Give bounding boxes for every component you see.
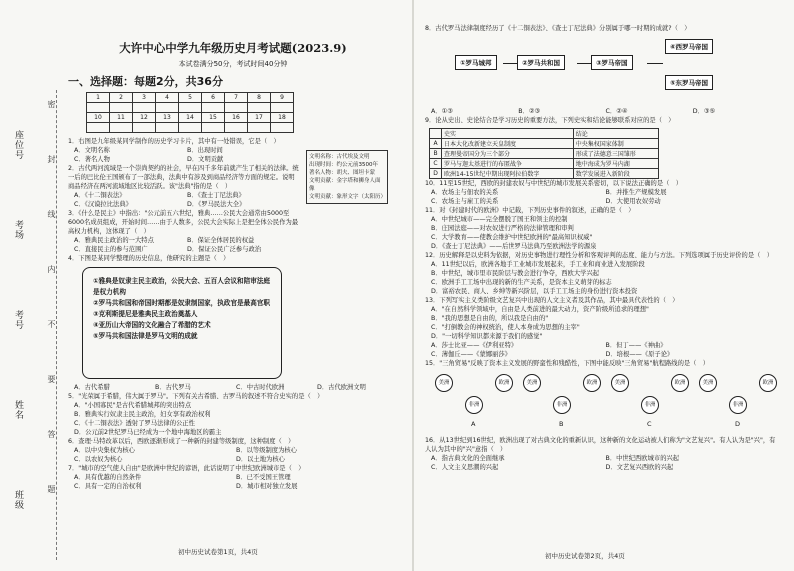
- question-options: [68, 191, 300, 209]
- grid-number: 6: [202, 93, 225, 103]
- grid-answer-cell[interactable]: [133, 123, 156, 133]
- table-cell: 数学发展进入新阶段: [573, 169, 658, 179]
- option: B．②③: [518, 108, 541, 115]
- option: A．指古典文化的全面继承: [431, 455, 505, 462]
- answer-grid: [86, 92, 294, 133]
- grid-answer-cell[interactable]: [271, 103, 294, 113]
- grid-answer-cell[interactable]: [202, 103, 225, 113]
- grid-number: 15: [202, 113, 225, 123]
- question-options: [425, 260, 780, 296]
- table-cell: 罗马与迦太基进行的布匿战争: [442, 159, 574, 169]
- cut-mark: 密: [47, 100, 56, 112]
- option: B．古代罗马: [155, 384, 191, 391]
- table-cell: 查理曼帝国分为三个部分: [442, 149, 574, 159]
- option: D．城市相对独立发展: [236, 483, 298, 490]
- question-14-options: [425, 341, 780, 359]
- question-stem: 2．古代两河流域是一个崇尚契约的社会，早在四千多年前就产生了相关的法律。统一后的巴比伦王国颁布了一部法典，法典中有涉及到商品经济等方面的规定。说明商品经济在两河流域地区比较活跃。该"法典"指的是（ ）: [68, 165, 299, 190]
- table-cell: D: [430, 169, 442, 179]
- grid-answer-cell[interactable]: [156, 103, 179, 113]
- option: C．欧洲手工工场中出现的新的生产关系，是资本主义萌芽的标志: [431, 279, 612, 286]
- option: D．以土地为核心: [236, 456, 285, 463]
- left-footer: 初中历史试卷第1页，共4页: [178, 548, 258, 556]
- triangle-trade-diagrams: [425, 370, 780, 436]
- option: B．中世纪西欧城市的兴起: [605, 455, 680, 462]
- option: B．出现时间: [187, 147, 223, 154]
- option: A．"小国寡民"是古代希腊城邦的突出特点: [74, 402, 192, 409]
- question-stem: 12．历史解释是以史料为依据，对历史事物进行理性分析和客观评判的态度、能力与方法。下列选项属于历史评价的是（ ）: [425, 252, 774, 259]
- diagram-caption: B: [559, 420, 564, 428]
- flow-arrow: [647, 63, 663, 64]
- question-stem: 1．右图是九年级某同学制作的历史学习卡片，其中有一处错误，它是（ ）: [68, 138, 280, 145]
- cut-mark: 要: [47, 375, 56, 387]
- rome-flow-diagram: [425, 37, 780, 107]
- trade-node: 非洲: [641, 396, 659, 414]
- question-options: [68, 146, 300, 164]
- grid-answer-row[interactable]: [87, 123, 294, 133]
- grid-answer-cell[interactable]: [110, 103, 133, 113]
- option: B．"我的思想是自由的，所以我是自由的": [431, 315, 549, 322]
- question-options: [425, 215, 780, 251]
- option: C．《十二铜表法》透射了罗马法律的公正性: [74, 420, 195, 427]
- option: D．保证公民广泛参与政治: [187, 246, 262, 253]
- grid-number: 4: [156, 93, 179, 103]
- table-row: [430, 169, 659, 179]
- table-cell: 地中海成为罗马内湖: [573, 159, 658, 169]
- left-questions: [68, 137, 300, 263]
- diagram-caption: A: [471, 420, 476, 428]
- diagram-caption: C: [647, 420, 652, 428]
- grid-answer-cell[interactable]: [156, 123, 179, 133]
- option: C．农场主与雇工的关系: [431, 198, 499, 205]
- option: D．《查士丁尼法典》——后世罗马法典乃至欧洲法学的源泉: [431, 243, 597, 250]
- table-cell: 形成了法德意三国雏形: [573, 149, 658, 159]
- question-options: [68, 401, 398, 437]
- option: A．莎士比亚——《伊利亚特》: [431, 342, 518, 349]
- cut-mark: 内: [47, 265, 56, 277]
- table-row: [430, 159, 659, 169]
- name-label: 姓名: [13, 400, 23, 420]
- option: A．古代希腊: [74, 384, 110, 391]
- trade-node: 美洲: [523, 374, 541, 392]
- option: D．培根——《原子论》: [605, 351, 674, 358]
- grid-answer-cell[interactable]: [225, 123, 248, 133]
- exam-room-label: 考场: [13, 220, 23, 240]
- option: D．"一切科学知识都来源于我们的感觉": [431, 333, 543, 340]
- question-options: [425, 305, 780, 341]
- left-column: [68, 30, 398, 560]
- flow-box: ③罗马帝国: [591, 55, 633, 70]
- question-stem: 5．"光荣属于希腊，伟大属于罗马"。下列有关古希腊、古罗马的叙述不符合史实的是（ ）: [68, 393, 324, 400]
- grid-answer-cell[interactable]: [202, 123, 225, 133]
- option: D．古代欧洲文明: [317, 384, 366, 391]
- table-row: [430, 139, 659, 149]
- question-options: [68, 446, 398, 464]
- option: C．具有一定的自治权利: [74, 483, 142, 490]
- right-column: [425, 24, 780, 564]
- binding-margin: [6, 90, 64, 560]
- card-line: 文明名称：古代埃及文明: [309, 154, 370, 160]
- grid-answer-cell[interactable]: [110, 123, 133, 133]
- exam-title: 大许中心中学九年级历史月考试题(2023.9): [119, 41, 347, 55]
- option: C．薄伽丘——《蒙娜丽莎》: [431, 351, 511, 358]
- option: A．11世纪以后，欧洲各地手工业城市发展起来，手工业和商业进入发展阶段: [431, 261, 645, 268]
- option: A．《十二铜表法》: [74, 192, 126, 199]
- diagram-caption: D: [735, 420, 741, 428]
- question-15-stem: 15．"三角贸易"反映了资本主义发展的野蛮性和残酷性，下图中能反映"三角贸易"航程路线的是（ ）: [425, 360, 710, 367]
- grid-number: 3: [133, 93, 156, 103]
- option: C．《汉谟拉比法典》: [74, 201, 132, 208]
- grid-answer-cell[interactable]: [87, 123, 110, 133]
- grid-number: 5: [179, 93, 202, 103]
- option: B．庄园法庭——对农奴进行严格的法律管理和审判: [431, 225, 574, 232]
- question-9-stem: 9．论从史出、史论结合是学习历史的重要方法，下列史实和结论能够联系对应的是（ ）: [425, 117, 675, 124]
- grid-number: 12: [133, 113, 156, 123]
- question-stem: 13．下列写实主义类阶级文艺复兴中出现的人文主义者及其作品，其中最具代表性的（ ）: [425, 297, 679, 304]
- table-cell: B: [430, 149, 442, 159]
- trade-node: 非洲: [465, 396, 483, 414]
- card-line: 文明贡献：象形文字（太阳历）: [309, 194, 387, 200]
- card-line: 文明贡献：金字塔和狮身人面像: [309, 178, 381, 192]
- trade-node: 非洲: [553, 396, 571, 414]
- option: A．农场主与佃农的关系: [431, 189, 499, 196]
- table-cell: [430, 129, 442, 139]
- scroll-item: ③克利斯提尼是雅典民主政治奠基人: [93, 310, 198, 318]
- page-fold: [412, 0, 414, 571]
- cut-mark: 答: [47, 430, 56, 442]
- grid-answer-cell[interactable]: [248, 123, 271, 133]
- scroll-image: [82, 267, 282, 379]
- question-8-options: [425, 107, 780, 116]
- table-cell: C: [430, 159, 442, 169]
- flow-box: ①罗马城邦: [455, 55, 497, 70]
- option: C．著名人物: [74, 156, 110, 163]
- option: B．保证全体居民的权益: [187, 237, 255, 244]
- grid-number: 17: [248, 113, 271, 123]
- grid-answer-cell[interactable]: [248, 103, 271, 113]
- question-options: [68, 236, 300, 254]
- grid-row: [87, 93, 294, 103]
- grid-number: 7: [225, 93, 248, 103]
- grid-answer-cell[interactable]: [133, 103, 156, 113]
- grid-answer-cell[interactable]: [271, 123, 294, 133]
- cut-mark: 封: [47, 155, 56, 167]
- option: A．以中央集权为核心: [74, 447, 135, 454]
- grid-number: 16: [225, 113, 248, 123]
- flow-box: ②罗马共和国: [517, 55, 565, 70]
- table-cell: 结论: [573, 129, 658, 139]
- option: A．文明名称: [74, 147, 110, 154]
- exam-note: 本试卷满分50分，考试时间40分钟: [178, 60, 288, 68]
- grid-number: 1: [87, 93, 110, 103]
- grid-number: 8: [248, 93, 271, 103]
- trade-node: 欧洲: [759, 374, 777, 392]
- option: A．①③: [431, 108, 453, 115]
- cut-mark: 题: [47, 485, 56, 497]
- question-options: [68, 383, 398, 392]
- grid-answer-row[interactable]: [87, 103, 294, 113]
- table-row: [430, 149, 659, 159]
- grid-number: 9: [271, 93, 294, 103]
- option: B．但丁——《神曲》: [605, 342, 667, 349]
- option: D．③⑤: [692, 108, 716, 115]
- option: C．直接民主的参与范围广: [74, 246, 148, 253]
- option: A．中世纪城市——完全摆脱了国王和领主的控制: [431, 216, 568, 223]
- grid-number: 2: [110, 93, 133, 103]
- table-cell: 日本大化改新建立天皇制度: [442, 139, 574, 149]
- trade-node: 非洲: [729, 396, 747, 414]
- option: D．富裕农民、商人、乡绅等新兴阶层，以手工工场主的身份进行资本投资: [431, 288, 638, 295]
- option: C．"打倒教会的神权统治，使人本身成为思想的主宰": [431, 324, 580, 331]
- scroll-item: ②罗马共和国和帝国时期都是奴隶制国家，执政官是最高官职: [93, 299, 271, 307]
- trade-node: 欧洲: [671, 374, 689, 392]
- grid-answer-cell[interactable]: [179, 103, 202, 113]
- card-line: 出现时间：约公元前3500年: [309, 162, 378, 168]
- option: D．文艺复兴西欧的兴起: [605, 464, 674, 471]
- question-9-table: [429, 128, 659, 179]
- option: B．中世纪，城市里市民阶层与教会进行争夺，西欧大学兴起: [431, 270, 600, 277]
- cut-mark: 不: [47, 320, 56, 332]
- left-more-questions: [68, 383, 398, 491]
- question-stem: 10．11至15世纪，西欧的封建农奴与中世纪的城市发展关系密切，以下说法正确的是（ ）: [425, 180, 683, 187]
- grid-number: 14: [179, 113, 202, 123]
- right-footer: 初中历史试卷第2页，共4页: [545, 552, 625, 560]
- trade-node: 欧洲: [583, 374, 601, 392]
- grid-answer-cell[interactable]: [225, 103, 248, 113]
- cut-mark: 线: [47, 210, 56, 222]
- grid-number: 13: [156, 113, 179, 123]
- question-stem: 11．对《封建时代的欧洲》中记载，下列历史事件的叙述，正确的是（ ）: [425, 207, 635, 214]
- card-line: 著名人物：胡夫、图坦卡蒙: [309, 170, 376, 176]
- scroll-item: ⑤罗马共和国法律是罗马文明的成就: [93, 332, 198, 340]
- option: D．文明贡献: [187, 156, 224, 163]
- question-16-stem: 16．从13世纪到16世纪，欧洲出现了对古典文化的重新认识，这种新的文化运动被人们称为"文艺复兴"。有人认为是"兴"，有人认为其中的"兴"意指（ ）: [425, 437, 776, 453]
- option: A．雅典民主政治的一大特点: [74, 237, 154, 244]
- grid-answer-cell[interactable]: [179, 123, 202, 133]
- question-stem: 6．查理·马特改革以后，西欧逐渐形成了一种新的封建等级制度，这种制度（ ）: [68, 438, 295, 445]
- option: A．"在自然科学领域中，自由是人类前进的最大动力，资产阶级所追求的理想": [431, 306, 649, 313]
- question-stem: 7．"城市的空气使人自由"是欧洲中世纪的谚语，此话说明了中世纪欧洲城市是（ ）: [68, 465, 305, 472]
- flow-box: ⑤东罗马帝国: [665, 75, 713, 90]
- table-cell: 欧洲14-15世纪中期出现阿拉伯数字: [442, 169, 574, 179]
- grid-answer-cell[interactable]: [87, 103, 110, 113]
- question-stem: 3．《什么是民主》中指出："公元前五六世纪，雅典……公民大会通常由5000至6000名成员组成，开始时间……由于人数多，公民大会实际上是把全体公民作为最高权力机构，这体现了（ ）: [68, 210, 299, 235]
- question-options: [68, 473, 398, 491]
- trade-node: 美洲: [611, 374, 629, 392]
- option: D．《罗马民法大全》: [187, 201, 246, 208]
- trade-node: 美洲: [435, 374, 453, 392]
- option: C．②④: [605, 108, 628, 115]
- table-cell: 史实: [442, 129, 574, 139]
- grid-row: [87, 113, 294, 123]
- grid-number: 10: [87, 113, 110, 123]
- trade-node: 美洲: [699, 374, 717, 392]
- option: B．已不受国王管理: [236, 474, 291, 481]
- question-options: [425, 188, 780, 206]
- option: C．大学教育——使教会维护中世纪欧洲的"最高知识权威": [431, 234, 593, 241]
- flow-arrow: [577, 63, 591, 64]
- flow-box: ④西罗马帝国: [665, 39, 713, 54]
- option: C．中古时代欧洲: [236, 384, 285, 391]
- table-cell: 中央集权国家体制: [573, 139, 658, 149]
- exam-number-label: 考号: [13, 310, 23, 330]
- table-cell: A: [430, 139, 442, 149]
- question-8-stem: 8．古代罗马法律制度经历了《十二铜表法》、《查士丁尼法典》分别属于哪一时期的成就?（ ）: [425, 25, 691, 32]
- right-questions: [425, 179, 780, 341]
- section-heading: 一、选择题：每题2分，共36分: [68, 75, 223, 88]
- grid-number: 11: [110, 113, 133, 123]
- trade-node: 欧洲: [495, 374, 513, 392]
- option: D．公元前2世纪罗马已经成为一个地中海地区的霸主: [74, 429, 222, 436]
- table-header: [430, 129, 659, 139]
- history-card: [306, 150, 388, 204]
- question-16-options: [425, 454, 780, 472]
- grid-number: 18: [271, 113, 294, 123]
- question-stem: 4．下图是某同学整理的历史信息，他研究的主题是（ ）: [68, 255, 230, 262]
- scroll-item: ①雅典是奴隶主民主政治，公民大会、五百人会议和陪审法庭是权力机构: [93, 277, 271, 296]
- option: B．以等级制度为核心: [236, 447, 297, 454]
- flow-arrow: [503, 63, 517, 64]
- class-label: 班级: [13, 490, 23, 510]
- scroll-item: ④亚历山大帝国的文化融合了希腊的艺术: [93, 321, 211, 329]
- option: C．人文主义思潮的兴起: [431, 464, 499, 471]
- option: A．具有优越的自然条件: [74, 474, 142, 481]
- option: B．并推生产规模发展: [605, 189, 667, 196]
- option: B．雅典实行奴隶主民主政治，妇女享有政治权利: [74, 411, 211, 418]
- option: B．《查士丁尼法典》: [187, 192, 245, 199]
- seat-number-label: 座位号: [13, 130, 23, 160]
- option: C．以农奴为核心: [74, 456, 123, 463]
- option: D．大使用农奴劳动: [605, 198, 661, 205]
